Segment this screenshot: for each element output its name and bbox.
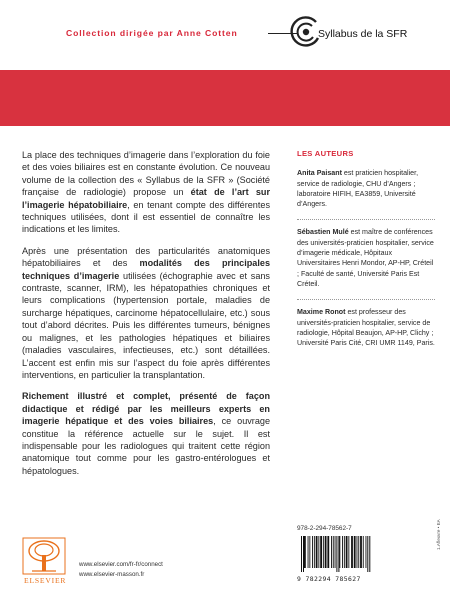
bold-text-run: modalités des principales techniques d’imagerie [22, 258, 271, 281]
barcode-bar [308, 536, 309, 568]
barcode-bar [333, 536, 334, 568]
barcode-bar [335, 536, 336, 568]
barcode-digits: 9 782294 785627 [297, 575, 361, 583]
barcode-bar [354, 536, 356, 568]
barcode-bar [331, 536, 332, 568]
barcode-bar [348, 536, 349, 568]
red-band [0, 70, 450, 126]
intro-paragraph [22, 149, 270, 236]
main-description [22, 149, 270, 486]
author-bio: est professeur des universités-praticien hospitalier, service de radiologie, Hôpital Beaujon, AP-HP, Clichy ; Université Paris Cité, CRI UMR 1149, Paris. [297, 308, 435, 348]
text-run: La place des techniques d’imagerie dans l’exploration du foie et des voies biliaires est en constante évolution. Ce nouveau volume de la collection des « Syllabus de la SFR » (Société française de radiologie) propose un [22, 150, 270, 198]
author-divider [297, 219, 435, 220]
text-run: , en tenant compte des différentes techniques utilisées, dont il est essentiel de connaître les indications et les limites. [22, 199, 270, 235]
isbn-barcode [297, 536, 397, 574]
barcode-bar [325, 536, 327, 568]
author-bio: est maître de conférences des universités-praticien hospitalier, service d’imagerie médicale, Hôpitaux Universitaires Henri Mondor, AP-HP, Créteil ; Faculté de santé, Université Paris Est Créteil. [297, 228, 434, 288]
barcode-bar [363, 536, 364, 568]
barcode-bar [320, 536, 322, 568]
isbn-text: 978-2-294-78562-7 [297, 525, 352, 532]
barcode-bar [309, 536, 310, 568]
barcode-bar [360, 536, 362, 568]
author-entry [297, 227, 435, 289]
barcode-guard-bar [338, 536, 339, 572]
barcode-bar [304, 536, 306, 568]
bold-text-run: état de l’art sur l’imagerie hépatobiliaire [22, 187, 270, 210]
syllabus-brand: Syllabus de la SFR [318, 28, 408, 40]
barcode-guard-bar [301, 536, 302, 572]
collection-editor-line: Collection dirigée par Anne Cotten [66, 28, 238, 38]
bold-text-run: Richement illustré et complet, présenté de façon didactique et rédigé par les meilleurs experts en imagerie hépatique et des voies biliaires [22, 391, 270, 427]
elsevier-wordmark: ELSEVIER [24, 576, 67, 585]
content-paragraph [22, 245, 270, 381]
authors-list [297, 168, 435, 348]
barcode-bar [312, 536, 313, 568]
text-run: utilisées (échographie avec et sans contraste, scanner, IRM), les hépatopathies chroniques et leurs complications (hypertension portale, maladies de surcharge hépatiques, carcinome hépatocellulaire, etc.) sous tout d’abord décrites. Puis les différentes tumeurs, bénignes ou malignes, et les pathologies hépatiques et biliaires (maladies vasculaires, infectieuses, etc.) sont détaillées. L’accent est enfin mis sur l’aspect du foie après différentes interventions, en particulier la transplantation. [22, 270, 270, 380]
author-name: Anita Paisant [297, 169, 342, 178]
author-name: Maxime Ronot [297, 308, 346, 317]
barcode-bar [314, 536, 315, 568]
barcode-bar [366, 536, 367, 568]
barcode-guard-bar [367, 536, 368, 572]
barcode-bar [342, 536, 343, 568]
barcode-guard-bar [336, 536, 337, 572]
publisher-urls [79, 560, 163, 580]
text-run: Après une présentation des particularités anatomiques hépatobiliaires et des [22, 245, 270, 269]
barcode-bar [358, 536, 359, 568]
barcode-bar [344, 536, 345, 568]
barcode-bar [316, 536, 318, 568]
authors-heading: LES AUTEURS [297, 149, 354, 158]
summary-paragraph [22, 390, 270, 477]
top-header [0, 0, 450, 70]
barcode-bar [346, 536, 348, 568]
text-run: , ce ouvrage constitue la référence actuelle sur le sujet. Il est indispensable pour les radiologues qui traitent cette région anatomique tout comme pour les gastro-entérologues et hépatologues. [22, 416, 271, 476]
barcode-bar [323, 536, 324, 568]
barcode-bar [351, 536, 353, 568]
author-entry [297, 168, 435, 209]
author-bio: est praticien hospitalier, service de radiologie, CHU d’Angers ; laboratoire HIFIH, EA3859, Université d’Angers. [297, 169, 419, 209]
author-entry [297, 307, 435, 348]
authors-sidebar [297, 149, 435, 358]
url-masson[interactable]: www.elsevier-masson.fr [79, 571, 145, 578]
barcode-bar [357, 536, 358, 568]
barcode-guard-bar [369, 536, 370, 572]
barcode-guard-bar [303, 536, 304, 572]
author-divider [297, 299, 435, 300]
barcode-bar [327, 536, 329, 568]
barcode-bar [339, 536, 340, 568]
elsevier-tree-logo-icon [22, 537, 66, 575]
side-printer-code: 1.Aflexvre • EA [436, 519, 441, 550]
barcode-bar [318, 536, 319, 568]
author-name: Sébastien Mulé [297, 228, 349, 237]
url-connect[interactable]: www.elsevier.com/fr-fr/connect [79, 561, 163, 568]
